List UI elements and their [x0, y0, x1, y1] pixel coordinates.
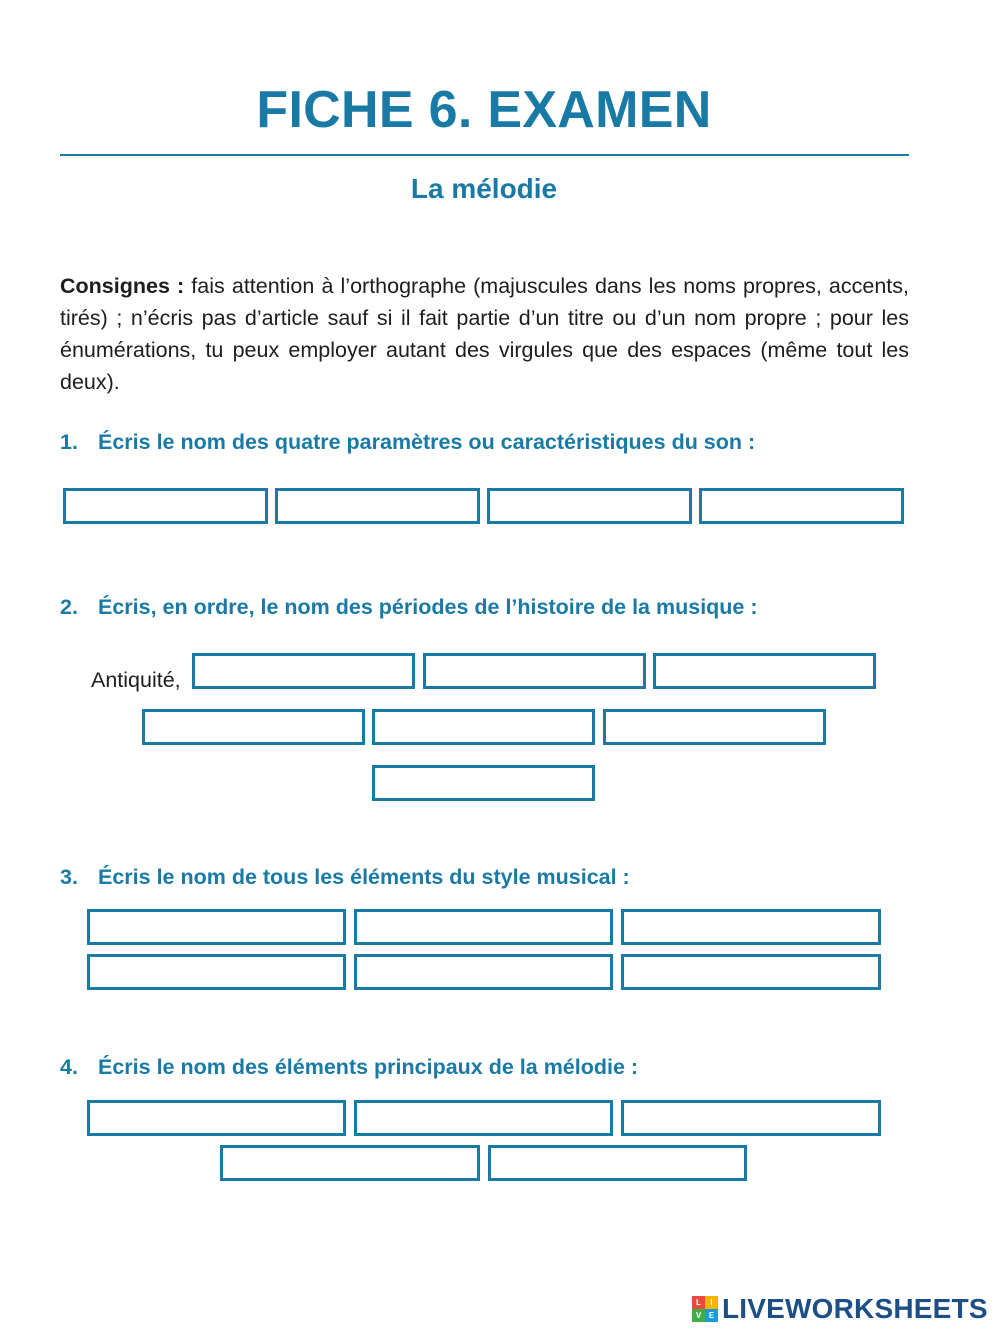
answer-field-q2-3[interactable] [653, 653, 876, 689]
answer-field-q4-1[interactable] [87, 1100, 346, 1136]
page-title: FICHE 6. EXAMEN [256, 81, 712, 139]
answer-field-q2-5[interactable] [372, 709, 595, 745]
answer-field-q1-4[interactable] [699, 488, 904, 524]
question-number: 4. [60, 1055, 78, 1079]
question-number: 2. [60, 595, 78, 619]
answer-field-q3-5[interactable] [354, 954, 613, 990]
answer-field-q2-2[interactable] [423, 653, 646, 689]
question-3 [60, 865, 630, 890]
question-1 [60, 430, 755, 455]
answer-field-q4-3[interactable] [621, 1100, 881, 1136]
question-4 [60, 1055, 638, 1080]
liveworksheets-icon [692, 1296, 718, 1322]
answer-field-q4-2[interactable] [354, 1100, 613, 1136]
logo-letter: E [705, 1309, 718, 1322]
question-text: Écris, en ordre, le nom des périodes de l’histoire de la musique : [98, 595, 758, 619]
logo-letter: V [692, 1309, 705, 1322]
answer-field-q2-7[interactable] [372, 765, 595, 801]
brand-name: LIVEWORKSHEETS [722, 1293, 988, 1324]
liveworksheets-logo [692, 1291, 988, 1327]
answer-field-q3-6[interactable] [621, 954, 881, 990]
answer-field-q3-1[interactable] [87, 909, 346, 945]
answer-field-q4-5[interactable] [488, 1145, 747, 1181]
question-text: Écris le nom des quatre paramètres ou caractéristiques du son : [98, 430, 756, 454]
answer-field-q3-4[interactable] [87, 954, 346, 990]
question-number: 1. [60, 430, 78, 454]
logo-letter: I [705, 1296, 718, 1309]
answer-field-q1-2[interactable] [275, 488, 480, 524]
answer-field-q2-1[interactable] [192, 653, 415, 689]
question-text: Écris le nom de tous les éléments du style musical : [98, 865, 630, 889]
answer-field-q3-2[interactable] [354, 909, 613, 945]
instructions-text: fais attention à l’orthographe (majuscules dans les noms propres, accents, tirés) ; n’écris pas d’article sauf si il fait partie d’un titre ou d’un nom propre ; pour les énumérations, tu peux employer autant des virgules que des espaces (même tout les deux). [60, 274, 909, 394]
answer-field-q4-4[interactable] [220, 1145, 480, 1181]
title-divider [60, 154, 909, 156]
answer-field-q1-1[interactable] [63, 488, 268, 524]
first-period-label: Antiquité, [91, 668, 181, 692]
question-text: Écris le nom des éléments principaux de la mélodie : [98, 1055, 639, 1079]
answer-field-q1-3[interactable] [487, 488, 692, 524]
answer-field-q3-3[interactable] [621, 909, 881, 945]
logo-letter: L [692, 1296, 705, 1309]
page-subtitle: La mélodie [410, 173, 558, 204]
answer-field-q2-6[interactable] [603, 709, 826, 745]
question-number: 3. [60, 865, 78, 889]
instructions [60, 270, 909, 398]
answer-field-q2-4[interactable] [142, 709, 365, 745]
instructions-label: Consignes : [60, 274, 185, 298]
question-2 [60, 595, 758, 620]
